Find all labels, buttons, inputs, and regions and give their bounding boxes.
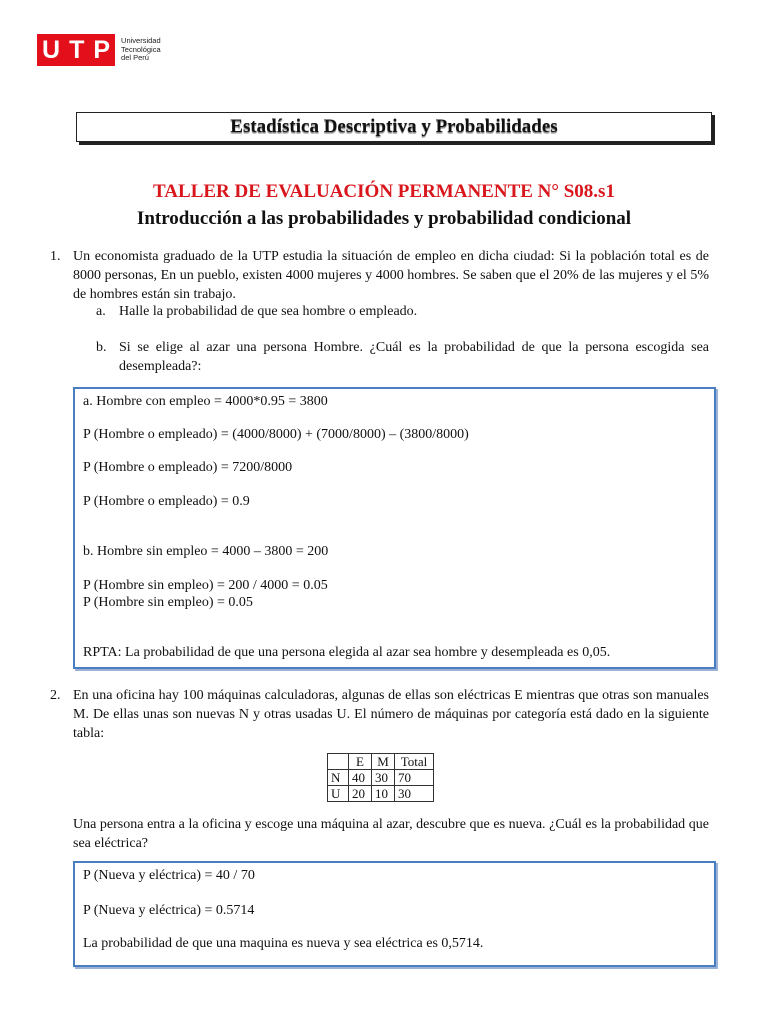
table-cell: 40 [349,770,372,786]
answer-1-line: P (Hombre o empleado) = (4000/8000) + (7000/8000) – (3800/8000) [83,427,469,442]
answer-1-line: b. Hombre sin empleo = 4000 – 3800 = 200 [83,544,329,559]
logo-letter-t: T [69,36,94,64]
table-cell: U [328,786,349,802]
answer-1-rpta: RPTA: La probabilidad de que una persona elegida al azar sea hombre y desempleada es 0,05. [83,645,611,660]
answer-1-line: P (Hombre o empleado) = 7200/8000 [83,460,293,475]
utp-logo [37,34,161,66]
subtitle: Introducción a las probabilidades y probabilidad condicional [136,208,632,229]
table-cell: 20 [349,786,372,802]
answer-1-line: P (Hombre o empleado) = 0.9 [83,494,250,509]
question-1b-letter: b. [96,340,107,355]
logo-text-line: Tecnológica [121,44,161,54]
table-cell: 70 [395,770,434,786]
table-header-row [328,754,434,770]
logo-letter-p: P [93,36,111,64]
table-cell: 30 [395,786,434,802]
table-cell: 10 [372,786,395,802]
question-2-number: 2. [50,688,61,703]
logo-text-line: Universidad [121,36,161,46]
question-1a-text: Halle la probabilidad de que sea hombre o empleado. [119,304,418,319]
table-header-cell: M [372,754,395,770]
answer-2-line: P (Nueva y eléctrica) = 40 / 70 [83,868,255,883]
answer-1-line: a. Hombre con empleo = 4000*0.95 = 3800 [83,394,328,409]
logo-text-line: del Perú [121,53,149,63]
utp-logo-mark [37,34,115,66]
question-1-text: Un economista graduado de la UTP estudia la situación de empleo en dicha ciudad: Si la población total es de 8000 personas, En un pueblo, existen 4000 mujeres y 4000 hombres. Se saben que el 20% de las mujeres y el 5% de hombres están sin trabajo. [73,249,709,302]
taller-title: TALLER DE EVALUACIÓN PERMANENTE N° S08.s1 [153,181,615,202]
answer-2-line: La probabilidad de que una maquina es nueva y sea eléctrica es 0,5714. [83,936,484,951]
question-1a-letter: a. [96,304,106,319]
table-cell: 30 [372,770,395,786]
table-header-cell: Total [395,754,434,770]
machines-table [327,753,434,802]
table-header-cell: E [349,754,372,770]
question-2-text: En una oficina hay 100 máquinas calculadoras, algunas de ellas son eléctricas E mientras que otras son manuales M. De ellas unas son nuevas N y otras usadas U. El número de máquinas por categoría está dado en la siguiente tabla: [73,688,709,741]
table-row [328,770,434,786]
course-title-box [76,112,712,142]
question-2-prompt: Una persona entra a la oficina y escoge una máquina al azar, descubre que es nueva. ¿Cuál es la probabilidad que sea eléctrica? [73,817,709,851]
logo-letter-u: U [42,36,70,64]
question-1-number: 1. [50,249,61,264]
answer-1-line: P (Hombre sin empleo) = 0.05 [83,595,253,610]
table-row [328,786,434,802]
question-1b-text: Si se elige al azar una persona Hombre. ¿Cuál es la probabilidad de que la persona escogida sea desempleada?: [119,340,709,374]
table-header-cell [328,754,349,770]
logo-text [121,37,161,63]
answer-1-line: P (Hombre sin empleo) = 200 / 4000 = 0.05 [83,578,328,593]
table-cell: N [328,770,349,786]
answer-2-line: P (Nueva y eléctrica) = 0.5714 [83,903,255,918]
course-title: Estadística Descriptiva y Probabilidades [230,116,558,137]
